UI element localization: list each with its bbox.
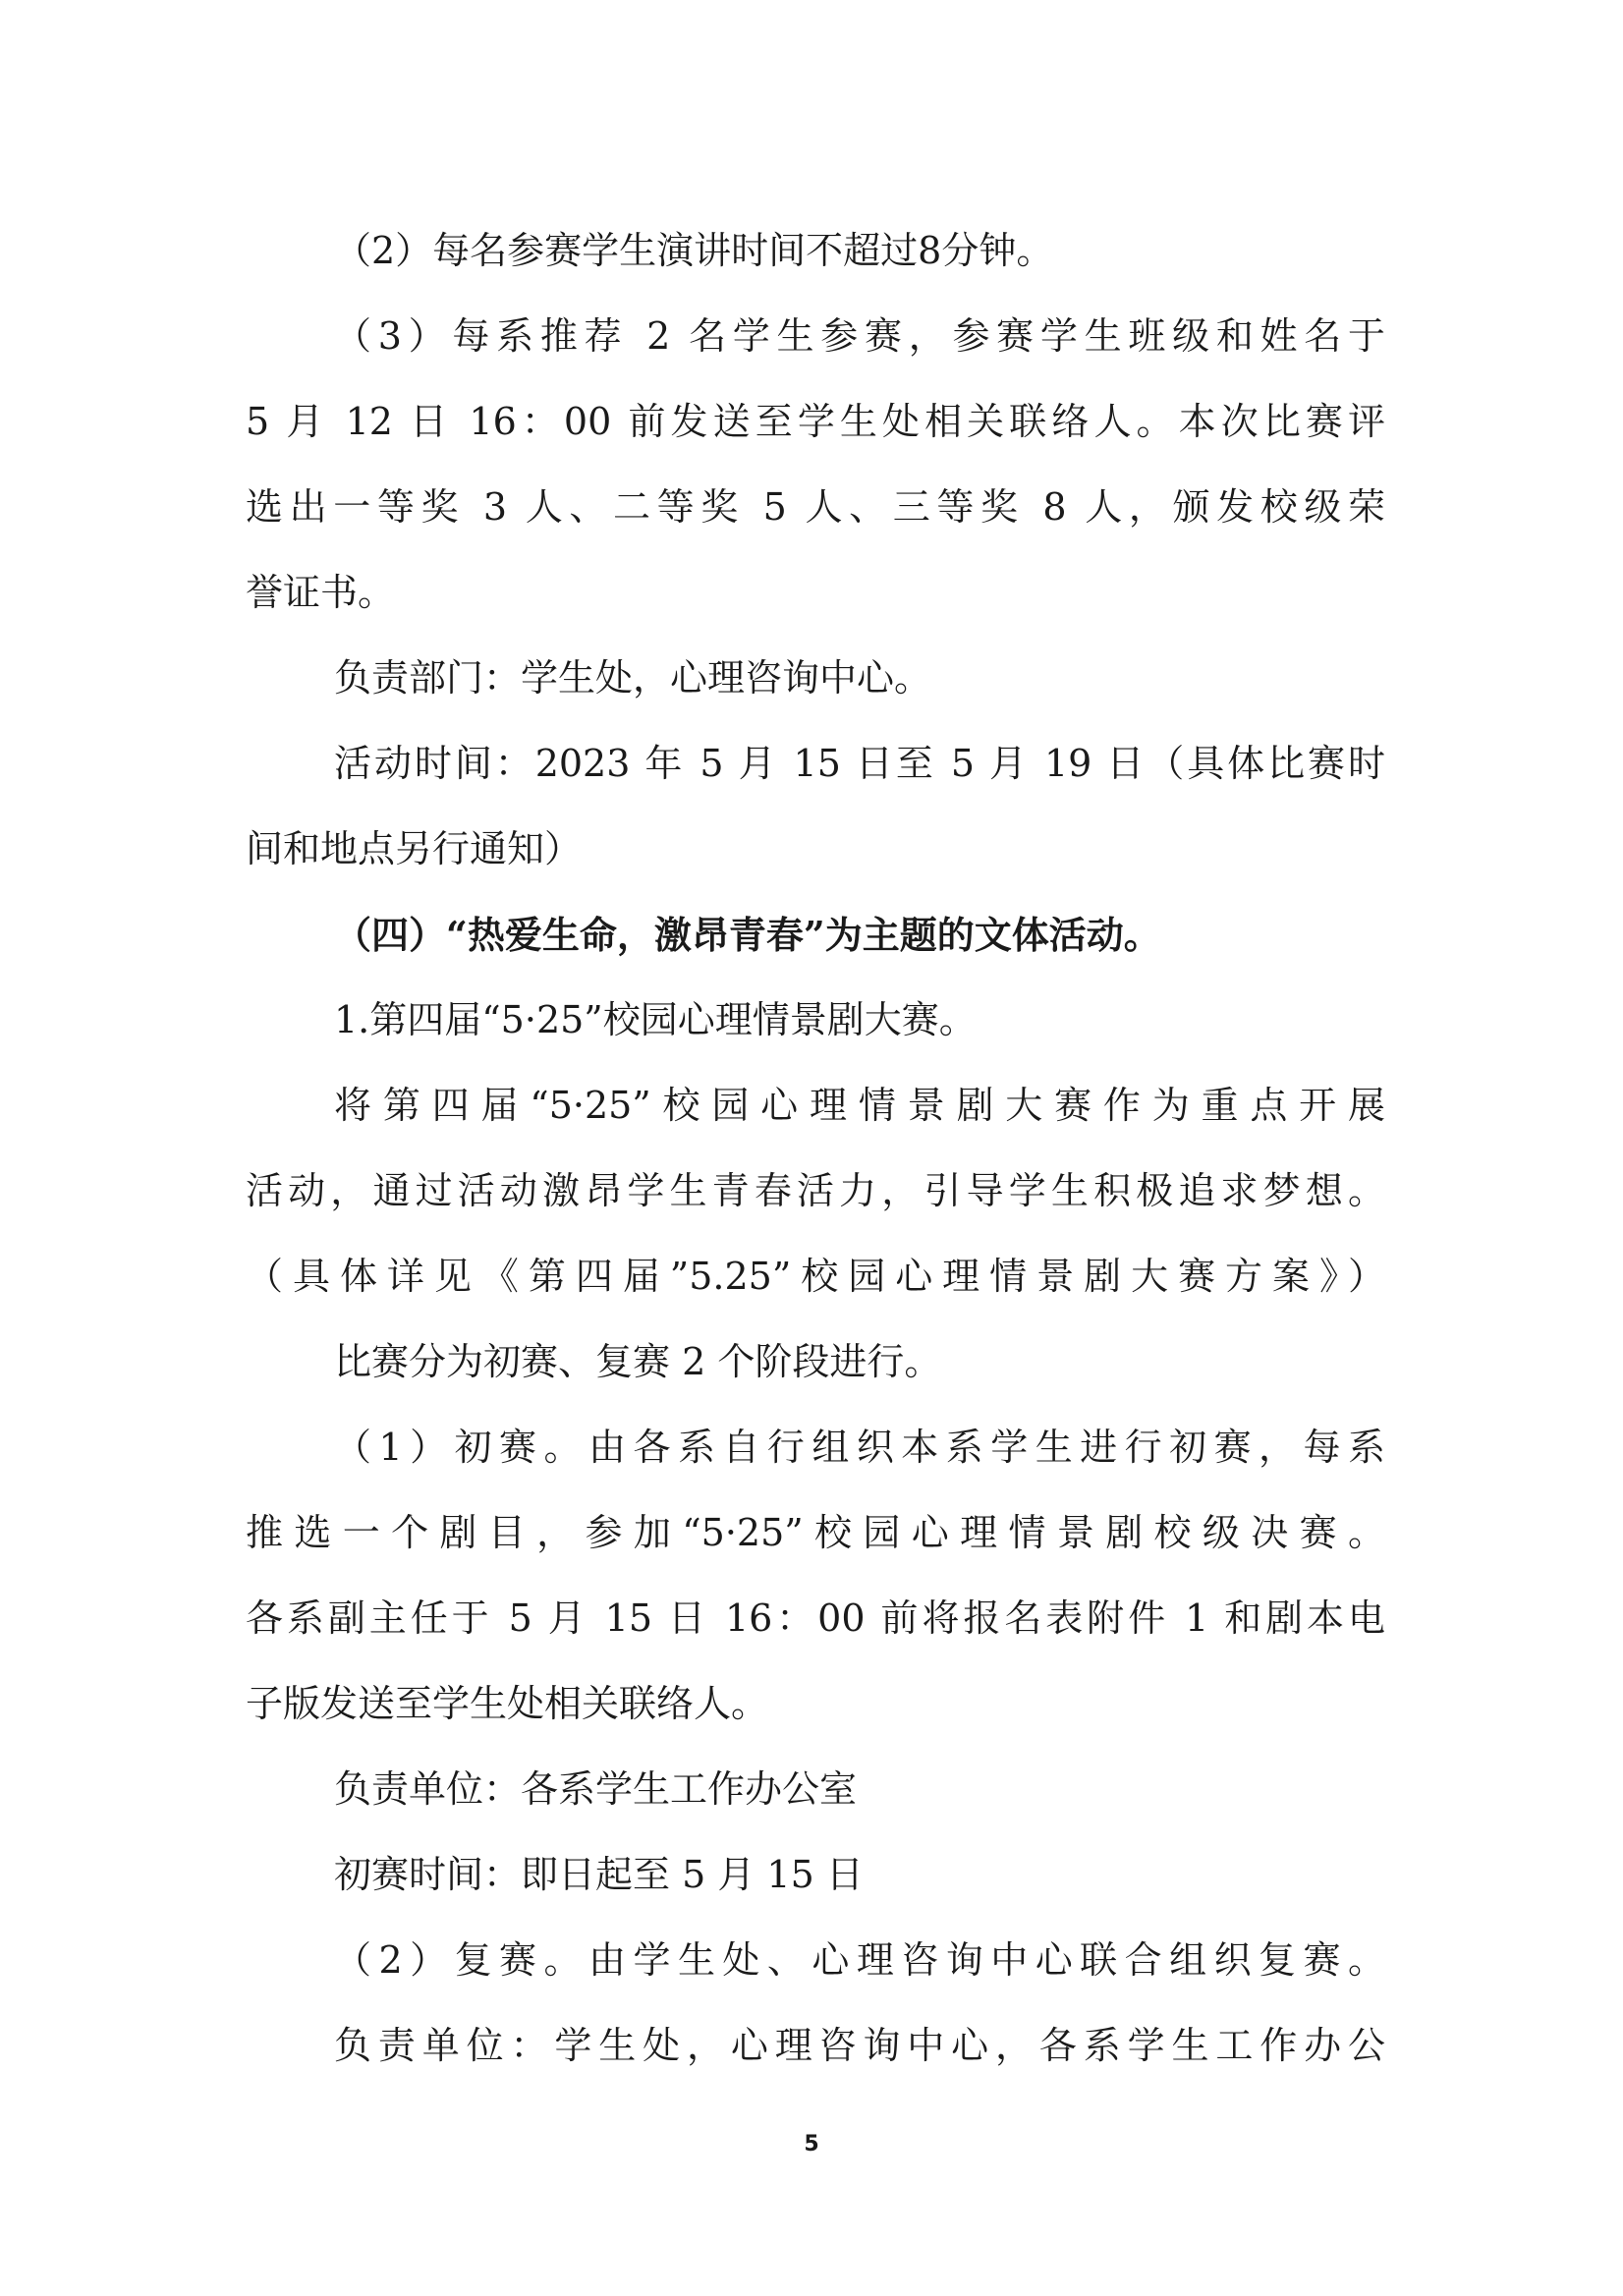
paragraph-line: 活动时间：2023 年 5 月 15 日至 5 月 19 日（具体比赛时	[334, 742, 1385, 785]
page-number: 5	[804, 2132, 819, 2156]
paragraph-line: 5 月 12 日 16：00 前发送至学生处相关联络人。本次比赛评	[246, 400, 1385, 443]
paragraph-line: 负责单位：学生处，心理咨询中心，各系学生工作办公	[334, 2024, 1385, 2067]
paragraph-line: 负责部门：学生处，心理咨询中心。	[334, 656, 932, 700]
paragraph-line: 1.第四届“5·25”校园心理情景剧大赛。	[334, 998, 977, 1041]
paragraph-line: 推选一个剧目，参加“5·25”校园心理情景剧校级决赛。	[246, 1511, 1385, 1554]
paragraph-line: 子版发送至学生处相关联络人。	[246, 1682, 769, 1725]
paragraph-line: 各系副主任于 5 月 15 日 16：00 前将报名表附件 1 和剧本电	[246, 1596, 1385, 1640]
document-body	[246, 208, 1385, 2089]
paragraph-line: 比赛分为初赛、复赛 2 个阶段进行。	[334, 1340, 942, 1383]
paragraph-line: （1）初赛。由各系自行组织本系学生进行初赛，每系	[334, 1426, 1385, 1469]
paragraph-line: 间和地点另行通知）	[246, 827, 583, 870]
paragraph-line: （具体详见《第四届”5.25”校园心理情景剧大赛方案》）	[246, 1255, 1385, 1298]
paragraph-line: 活动，通过活动激昂学生青春活力，引导学生积极追求梦想。	[246, 1169, 1385, 1212]
paragraph-line: （3）每系推荐 2 名学生参赛，参赛学生班级和姓名于	[334, 314, 1385, 358]
paragraph-line: （2）每名参赛学生演讲时间不超过8分钟。	[334, 229, 1054, 272]
paragraph-line: 将第四届“5·25”校园心理情景剧大赛作为重点开展	[334, 1084, 1385, 1127]
paragraph-line: 誉证书。	[246, 571, 396, 614]
paragraph-line: （2）复赛。由学生处、心理咨询中心联合组织复赛。	[334, 1938, 1385, 1982]
section-heading-line: （四）“热爱生命，激昂青春”为主题的文体活动。	[334, 913, 1161, 957]
paragraph-line: 选出一等奖 3 人、二等奖 5 人、三等奖 8 人，颁发校级荣	[246, 485, 1385, 529]
paragraph-line: 初赛时间：即日起至 5 月 15 日	[334, 1853, 864, 1896]
paragraph-line: 负责单位：各系学生工作办公室	[334, 1767, 858, 1811]
